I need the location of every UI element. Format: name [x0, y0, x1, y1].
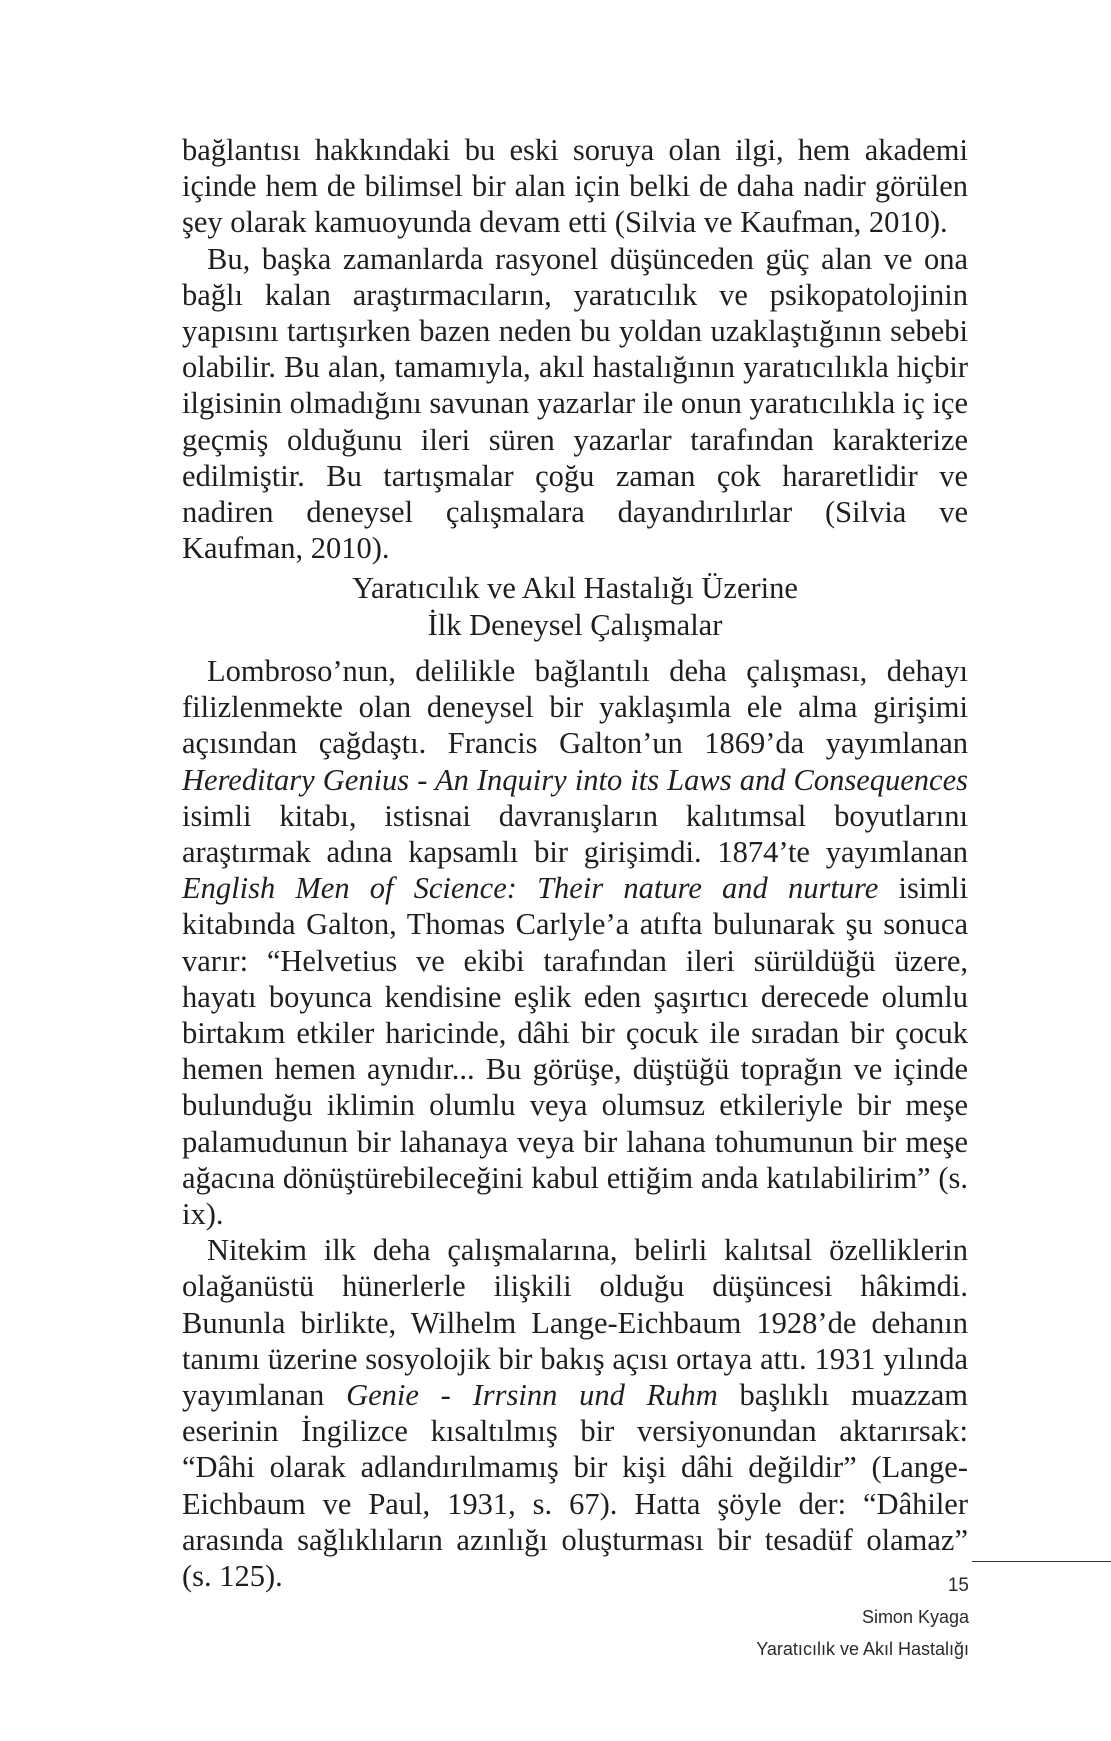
section-heading-line-2: İlk Deneysel Çalışmalar [427, 608, 723, 642]
body-text-top [182, 132, 968, 566]
paragraph-3-part-2: isimli kitabı, istisnai davranışların kalıtımsal boyutlarını araştırmak adına kapsamlı bir girişimdi. 1874’te yayımlanan [182, 798, 968, 870]
paragraph-3-part-3: isimli kitabında Galton, Thomas Carlyle’a atıfta bulunarak şu sonuca varır: “Helvetius ve ekibi tarafından ileri sürüldüğü üzere, hayatı boyunca kendisine eşlik eden şaşırtıcı derecede olumlu birtakım etkiler haricinde, dâhi bir çocuk ile sıradan bir çocuk hemen hemen aynıdır... Bu görüşe, düştüğü toprağın ve içinde bulunduğu iklimin olumlu veya olumsuz etkileriyle bir meşe palamudunun bir lahanaya veya bir lahana tohumunun bir meşe ağacına dönüştürebileceğini kabul ettiğim anda katılabilirim” (s. ix). [182, 871, 968, 1232]
paragraph-3-part-1: Lombroso’nun, delilikle bağlantılı deha çalışması, dehayı filizlenmekte olan deneysel bir yaklaşımla ele alma girişimi açısından çağdaştı. Francis Galton’un 1869’da yayımlanan [182, 654, 968, 761]
footer-author: Simon Kyaga [861, 1607, 969, 1627]
paragraph-1: bağlantısı hakkındaki bu eski soruya olan ilgi, hem akademi içinde hem de bilimsel bir alan için belki de daha nadir görülen şey olarak kamuoyunda devam etti (Silvia ve Kaufman, 2010). [182, 133, 968, 240]
body-text-bottom [182, 653, 968, 1594]
page-number: 15 [947, 1575, 969, 1596]
paragraph-3 [182, 653, 968, 1232]
paragraph-4-part-1: Nitekim ilk deha çalışmalarına, belirli kalıtsal özelliklerin olağanüstü hünerlerle ilişkili olduğu düşüncesi hâkimdi. Bununla birlikte, Wilhelm Lange-Eichbaum 1928’de dehanın tanımı üzerine sosyolojik bir bakış açısı ortaya attı. 1931 yılında yayımlanan [182, 1233, 968, 1413]
book-title-hereditary-genius: Hereditary Genius - An Inquiry into its Laws and Consequences [182, 762, 968, 797]
section-heading-line-1: Yaratıcılık ve Akıl Hastalığı Üzerine [352, 571, 798, 605]
book-title-english-men-of-science: English Men of Science: Their nature and nurture [182, 871, 879, 906]
book-title-genie-irrsinn-und-ruhm: Genie - Irrsinn und Ruhm [346, 1378, 718, 1413]
section-heading [182, 570, 968, 644]
paragraph-4-part-2: başlıklı muazzam eserinin İngilizce kısaltılmış bir versiyonundan aktarırsak: “Dâhi olarak adlandırılmamış bir kişi dâhi değildir” (Lange-Eichbaum ve Paul, 1931, s. 67). Hatta şöyle der: “Dâhiler arasında sağlıklıların azınlığı oluşturması bir tesadüf olamaz” (s. 125). [182, 1378, 968, 1594]
footer-divider [972, 1561, 1111, 1562]
footer-book-title: Yaratıcılık ve Akıl Hastalığı [756, 1639, 969, 1659]
paragraph-4 [182, 1232, 968, 1594]
paragraph-2: Bu, başka zamanlarda rasyonel düşünceden güç alan ve ona bağlı kalan araştırmacıların, yaratıcılık ve psikopatolojinin yapısını tartışırken bazen neden bu yoldan uzaklaştığının sebebi olabilir. Bu alan, tamamıyla, akıl hastalığının yaratıcılıkla hiçbir ilgisinin olmadığını savunan yazarlar ile onun yaratıcılıkla iç içe geçmiş olduğunu ileri süren yazarlar tarafından karakterize edilmiştir. Bu tartışmalar çoğu zaman çok hararetlidir ve nadiren deneysel çalışmalara dayandırılırlar (Silvia ve Kaufman, 2010). [182, 241, 968, 566]
